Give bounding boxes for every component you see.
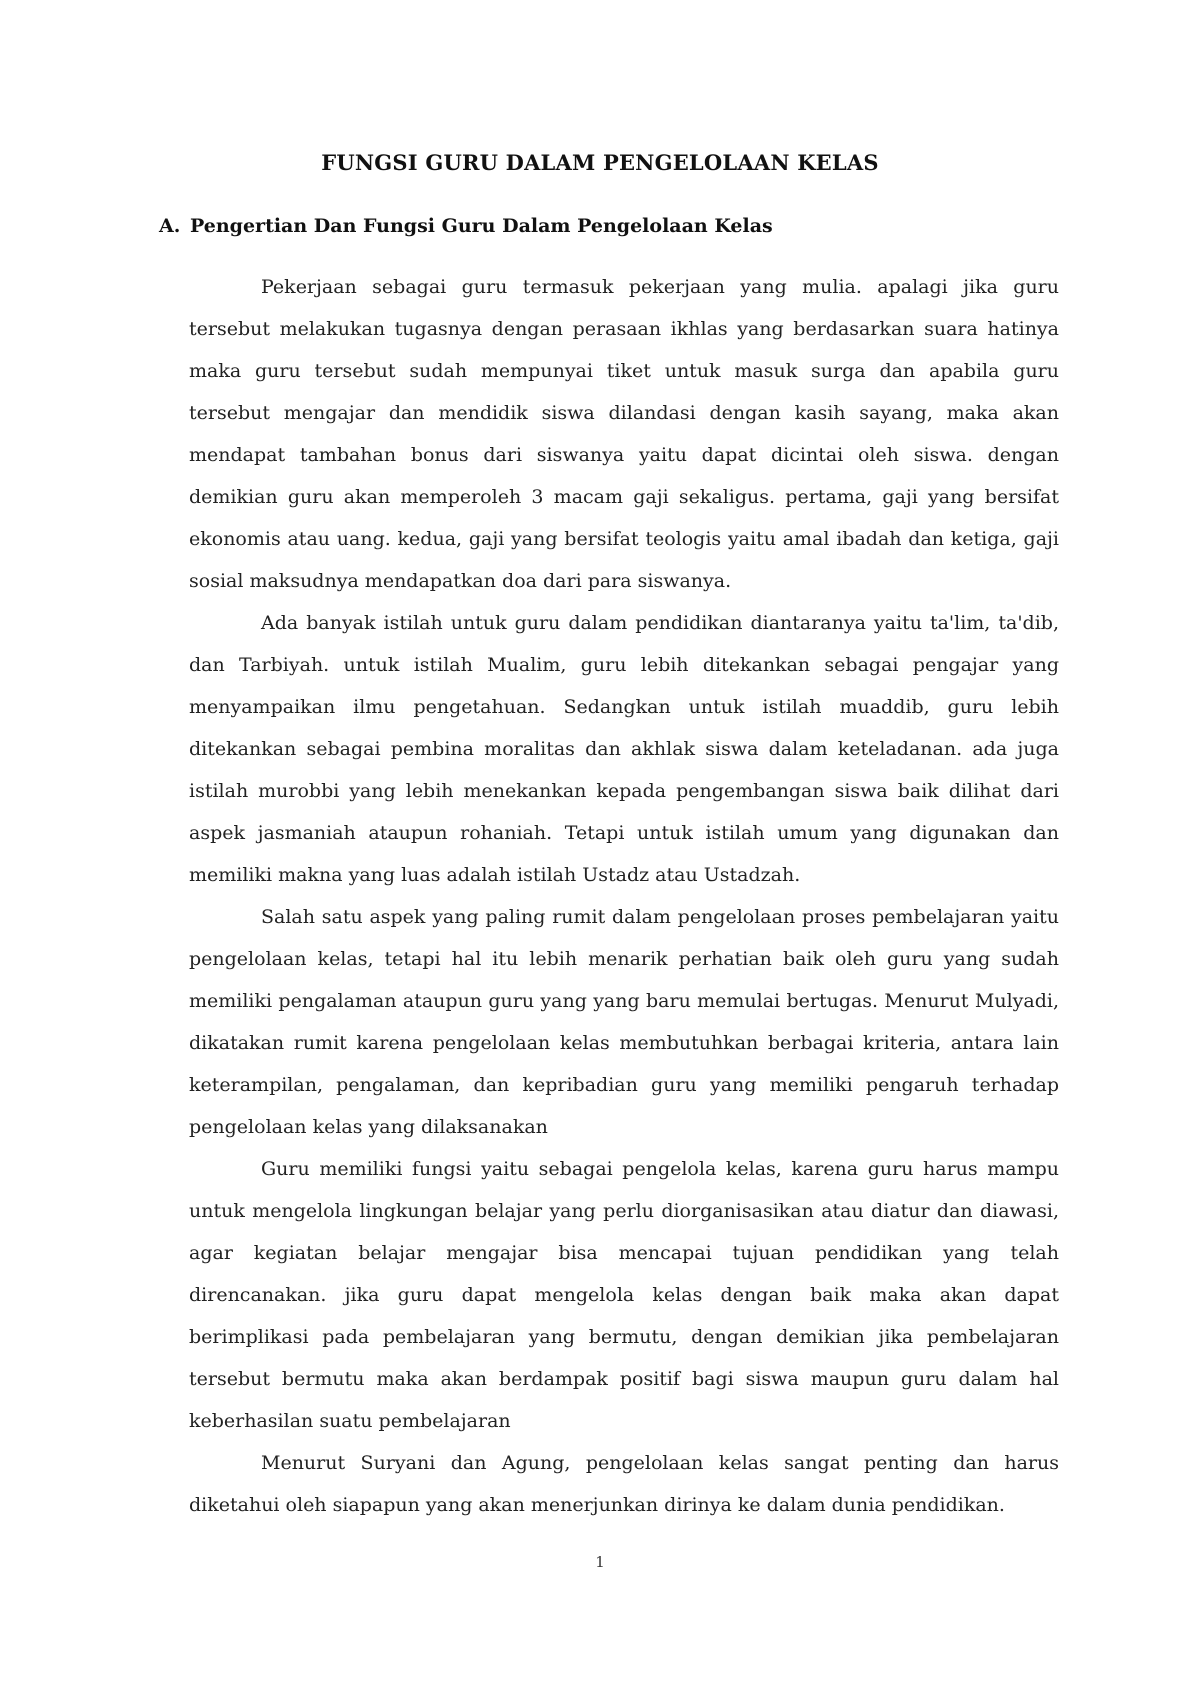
page-number: 1 [595, 1553, 605, 1571]
document-title: FUNGSI GURU DALAM PENGELOLAAN KELAS [321, 150, 879, 175]
paragraph: Menurut Suryani dan Agung, pengelolaan kelas sangat penting dan harus diketahui oleh siapapun yang akan menerjunkan dirinya ke dalam dunia pendidikan. [189, 1452, 1059, 1516]
section-label: A. [159, 215, 181, 237]
body-text [189, 266, 1059, 1526]
paragraph: Pekerjaan sebagai guru termasuk pekerjaan yang mulia. apalagi jika guru tersebut melakukan tugasnya dengan perasaan ikhlas yang berdasarkan suara hatinya maka guru tersebut sudah mempunyai tiket untuk masuk surga dan apabila guru tersebut mengajar dan mendidik siswa dilandasi dengan kasih sayang, maka akan mendapat tambahan bonus dari siswanya yaitu dapat dicintai oleh siswa. dengan demikian guru akan memperoleh 3 macam gaji sekaligus. pertama, gaji yang bersifat ekonomis atau uang. kedua, gaji yang bersifat teologis yaitu amal ibadah dan ketiga, gaji sosial maksudnya mendapatkan doa dari para siswanya. [189, 276, 1059, 592]
section-heading [159, 215, 1059, 237]
paragraph: Guru memiliki fungsi yaitu sebagai pengelola kelas, karena guru harus mampu untuk mengelola lingkungan belajar yang perlu diorganisasikan atau diatur dan diawasi, agar kegiatan belajar mengajar bisa mencapai tujuan pendidikan yang telah direncanakan. jika guru dapat mengelola kelas dengan baik maka akan dapat berimplikasi pada pembelajaran yang bermutu, dengan demikian jika pembelajaran tersebut bermutu maka akan berdampak positif bagi siswa maupun guru dalam hal keberhasilan suatu pembelajaran [189, 1158, 1059, 1432]
section-heading-text: Pengertian Dan Fungsi Guru Dalam Pengelolaan Kelas [190, 215, 773, 237]
paragraph: Salah satu aspek yang paling rumit dalam pengelolaan proses pembelajaran yaitu pengelolaan kelas, tetapi hal itu lebih menarik perhatian baik oleh guru yang sudah memiliki pengalaman ataupun guru yang yang baru memulai bertugas. Menurut Mulyadi, dikatakan rumit karena pengelolaan kelas membutuhkan berbagai kriteria, antara lain keterampilan, pengalaman, dan kepribadian guru yang memiliki pengaruh terhadap pengelolaan kelas yang dilaksanakan [189, 906, 1059, 1138]
paragraph: Ada banyak istilah untuk guru dalam pendidikan diantaranya yaitu ta'lim, ta'dib, dan Tarbiyah. untuk istilah Mualim, guru lebih ditekankan sebagai pengajar yang menyampaikan ilmu pengetahuan. Sedangkan untuk istilah muaddib, guru lebih ditekankan sebagai pembina moralitas dan akhlak siswa dalam keteladanan. ada juga istilah murobbi yang lebih menekankan kepada pengembangan siswa baik dilihat dari aspek jasmaniah ataupun rohaniah. Tetapi untuk istilah umum yang digunakan dan memiliki makna yang luas adalah istilah Ustadz atau Ustadzah. [189, 612, 1059, 886]
